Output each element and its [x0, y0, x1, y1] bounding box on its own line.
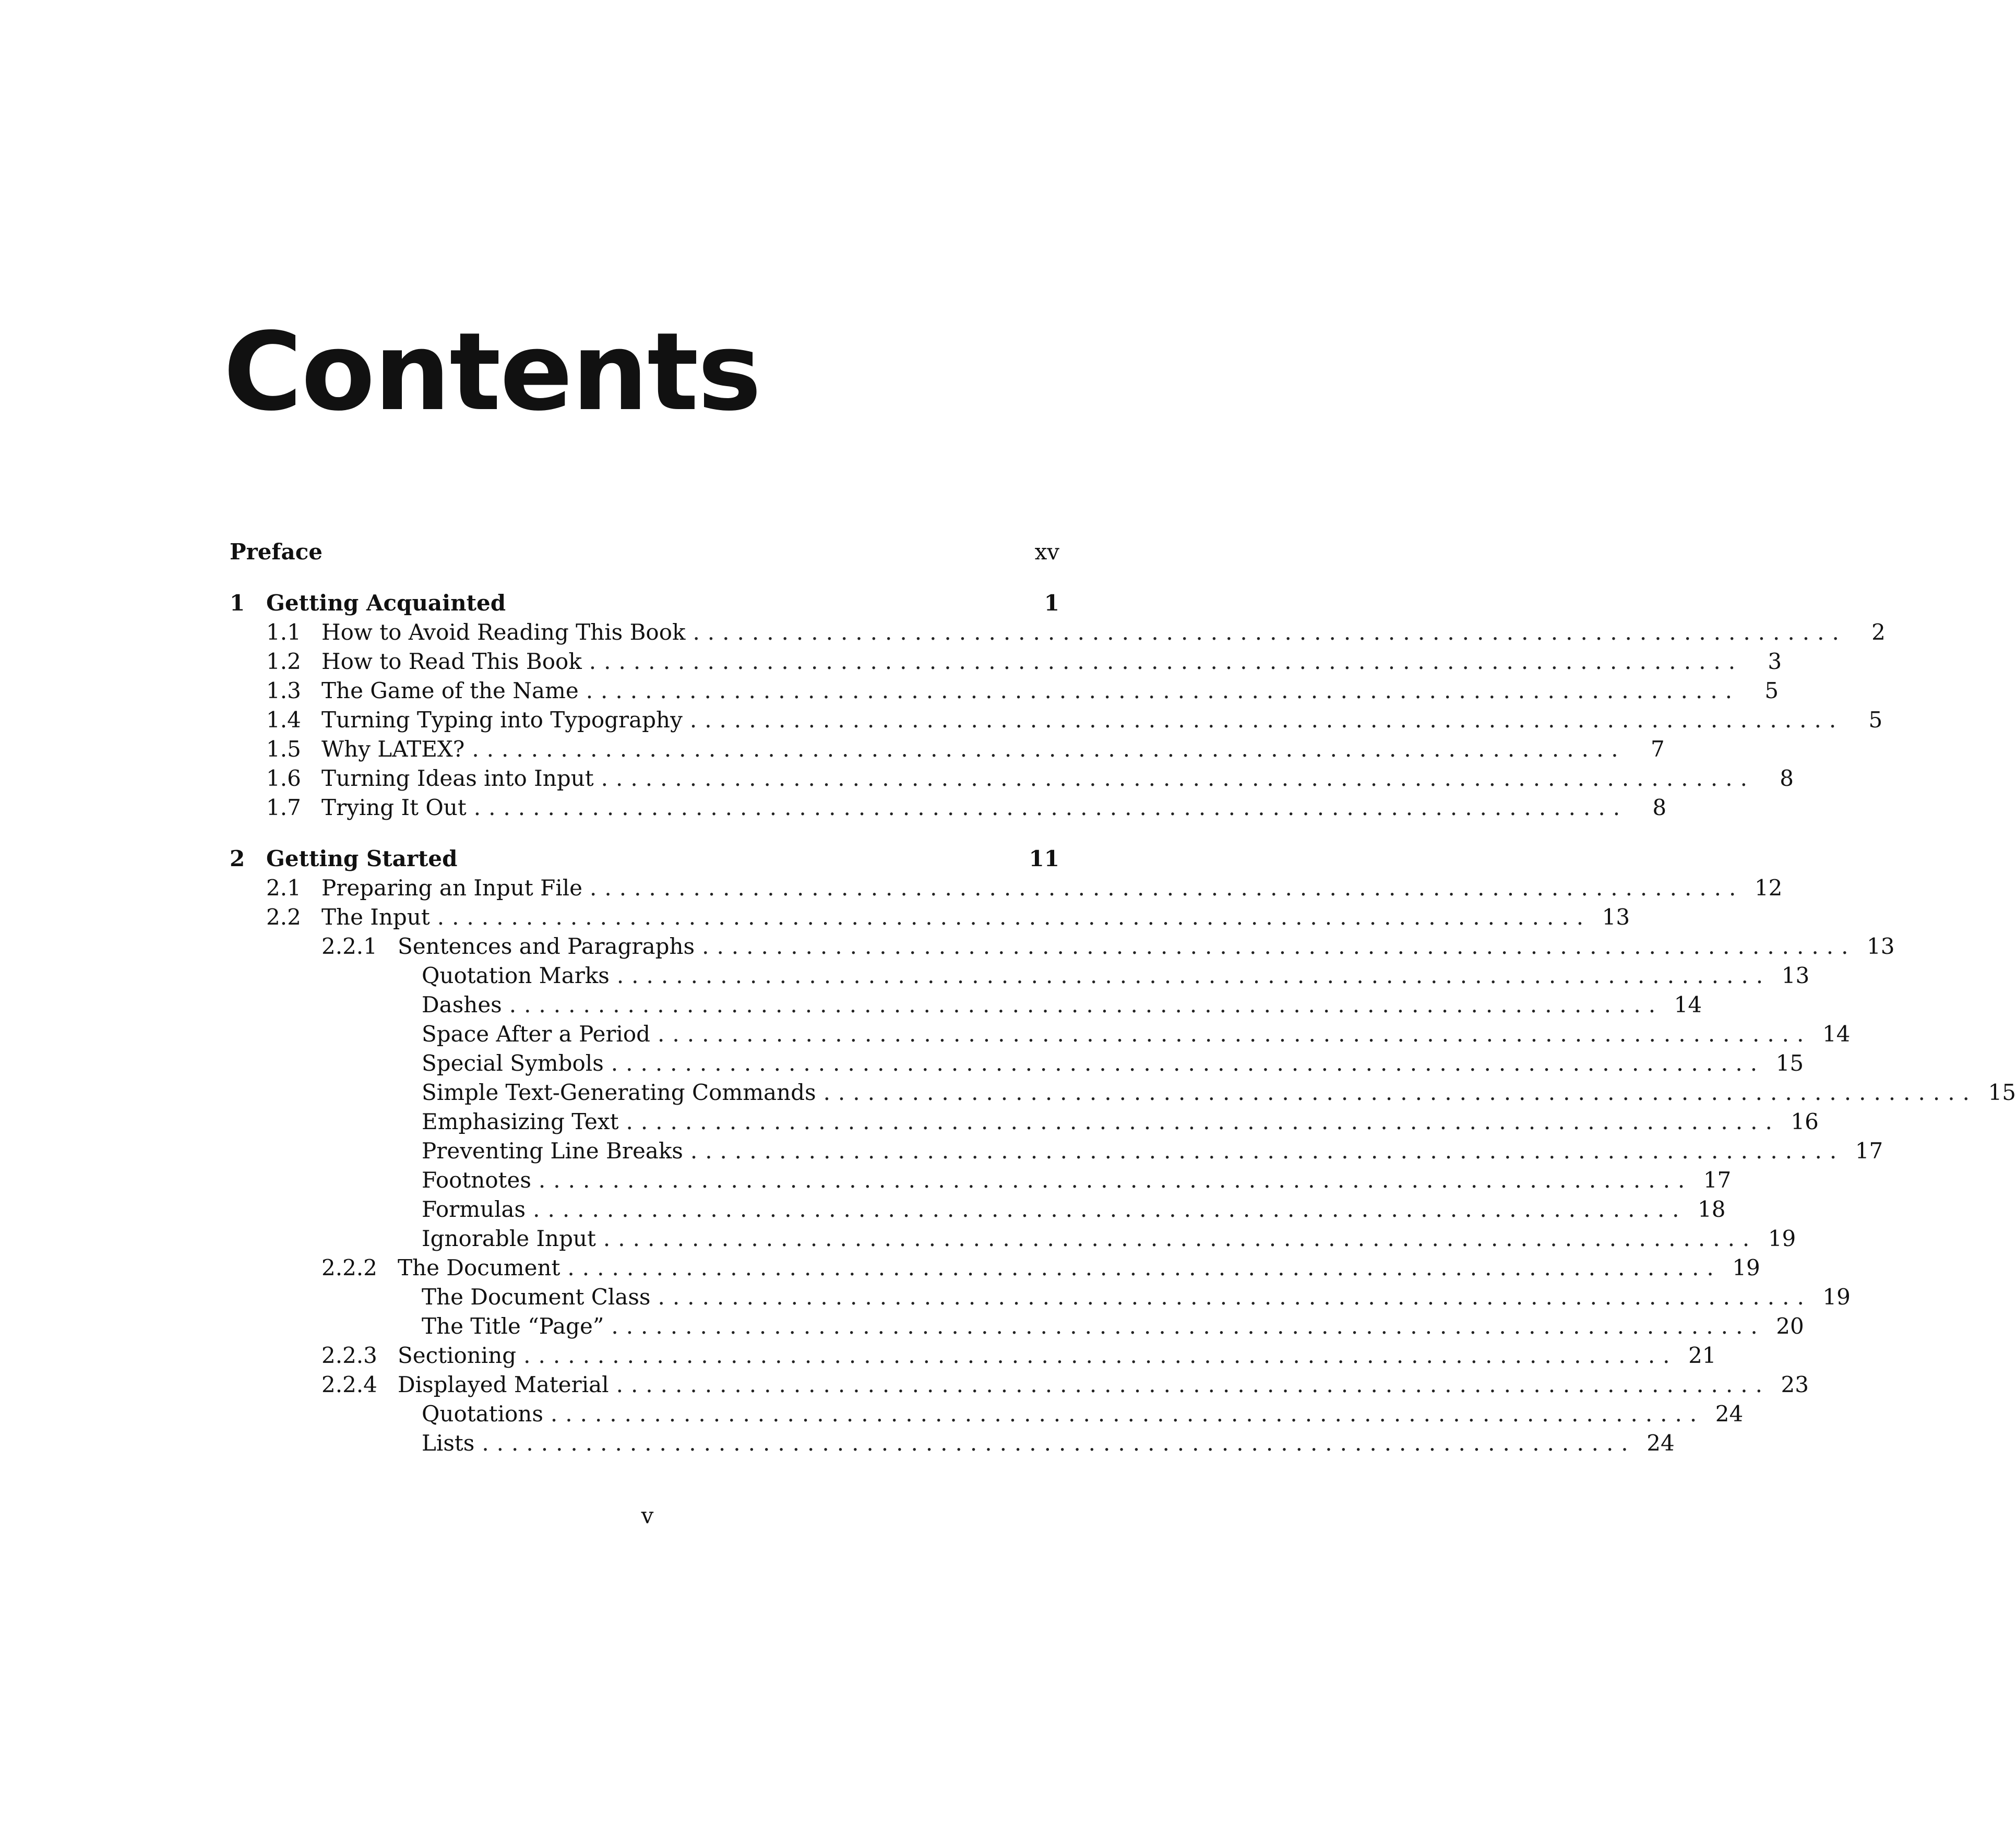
toc-section[interactable]: [230, 735, 1665, 764]
toc-chapter-2[interactable]: [230, 844, 1059, 873]
paragraph-title: Quotation Marks: [422, 963, 610, 988]
paragraph-page: 19: [1822, 1284, 1851, 1310]
section-number: 1.6: [266, 765, 301, 791]
section-title: The Input: [321, 904, 430, 930]
section-number: 1.1: [266, 619, 301, 645]
subsection-title: Displayed Material: [398, 1372, 609, 1397]
toc-entry-preface[interactable]: [230, 537, 1059, 567]
section-title: Turning Ideas into Input: [321, 765, 594, 791]
toc-paragraph[interactable]: [230, 1020, 1851, 1049]
dot-leader: ..............................................................................: [823, 1080, 1977, 1105]
section-number: 2.1: [266, 875, 301, 901]
subsection-number: 2.2.2: [321, 1255, 377, 1280]
table-of-contents: [230, 537, 2016, 1458]
section-title: Turning Typing into Typography: [321, 707, 683, 733]
dot-leader: ..............................................................................: [533, 1196, 1687, 1222]
toc-paragraph[interactable]: [230, 1136, 1883, 1166]
section-number: 1.3: [266, 678, 301, 703]
dot-leader: ..............................................................................: [616, 963, 1771, 988]
paragraph-page: 14: [1822, 1021, 1851, 1047]
subsection-number: 2.2.1: [321, 933, 377, 959]
section-page: 7: [1650, 736, 1665, 762]
dot-leader: ..............................................................................: [702, 933, 1856, 959]
paragraph-page: 13: [1781, 963, 1810, 988]
dot-leader: ..............................................................................: [611, 1313, 1766, 1339]
paragraph-title: Formulas: [422, 1196, 526, 1222]
section-title: Why LATEX?: [321, 736, 465, 762]
paragraph-title: Special Symbols: [422, 1050, 604, 1076]
paragraph-title: Lists: [422, 1430, 475, 1456]
paragraph-page: 19: [1768, 1226, 1796, 1251]
paragraph-title: Simple Text-Generating Commands: [422, 1080, 816, 1105]
paragraph-title: Ignorable Input: [422, 1226, 596, 1251]
section-page: 3: [1768, 649, 1782, 674]
toc-subsection[interactable]: [230, 1370, 1809, 1399]
toc-paragraph[interactable]: [230, 1049, 1804, 1078]
toc-paragraph[interactable]: [230, 1429, 1675, 1458]
toc-paragraph[interactable]: [230, 1224, 1796, 1253]
toc-paragraph[interactable]: [230, 1078, 2016, 1107]
dot-leader: ..............................................................................: [473, 795, 1628, 820]
page-title: Contents: [223, 309, 761, 435]
toc-section[interactable]: [230, 793, 1667, 822]
dot-leader: ..............................................................................: [550, 1401, 1705, 1427]
subsection-title: The Document: [398, 1255, 560, 1280]
toc-subsection[interactable]: [230, 932, 1895, 961]
section-page: 13: [1602, 904, 1630, 930]
toc-section[interactable]: [230, 676, 1779, 705]
toc-section[interactable]: [230, 903, 1630, 932]
paragraph-page: 17: [1703, 1167, 1732, 1193]
chapter-title: Getting Started: [266, 846, 458, 871]
paragraph-title: Emphasizing Text: [422, 1109, 619, 1134]
paragraph-title: The Title “Page”: [422, 1313, 604, 1339]
dot-leader: ..............................................................................: [523, 1343, 1678, 1368]
toc-paragraph[interactable]: [230, 990, 1702, 1020]
dot-leader: ..............................................................................: [689, 707, 1844, 733]
toc-subsection[interactable]: [230, 1341, 1716, 1370]
toc-paragraph[interactable]: [230, 1399, 1744, 1429]
toc-section[interactable]: [230, 618, 1886, 647]
dot-leader: ..............................................................................: [690, 1138, 1845, 1164]
toc-subsection[interactable]: [230, 1253, 1760, 1283]
dot-leader: ..............................................................................: [482, 1430, 1636, 1456]
toc-entry-page: xv: [1034, 539, 1059, 565]
dot-leader: ..............................................................................: [611, 1050, 1766, 1076]
chapter-page: 11: [1029, 846, 1059, 871]
section-title: Trying It Out: [321, 795, 467, 820]
section-title: Preparing an Input File: [321, 875, 583, 901]
subsection-page: 23: [1781, 1372, 1809, 1397]
section-title: How to Read This Book: [321, 649, 582, 674]
section-page: 8: [1780, 765, 1794, 791]
chapter-number: 1: [230, 590, 245, 616]
section-page: 12: [1754, 875, 1783, 901]
paragraph-page: 20: [1776, 1313, 1804, 1339]
toc-paragraph[interactable]: [230, 1195, 1726, 1224]
section-title: The Game of the Name: [321, 678, 579, 703]
paragraph-page: 16: [1791, 1109, 1819, 1134]
dot-leader: ..............................................................................: [437, 904, 1592, 930]
dot-leader: ..............................................................................: [658, 1021, 1812, 1047]
subsection-title: Sentences and Paragraphs: [398, 933, 695, 959]
paragraph-page: 14: [1674, 992, 1702, 1017]
toc-paragraph[interactable]: [230, 961, 1810, 990]
subsection-page: 19: [1732, 1255, 1760, 1280]
paragraph-page: 15: [1988, 1080, 2016, 1105]
dot-leader: ..............................................................................: [589, 649, 1744, 674]
paragraph-title: Footnotes: [422, 1167, 531, 1193]
dot-leader: ..............................................................................: [616, 1372, 1770, 1397]
paragraph-title: Space After a Period: [422, 1021, 651, 1047]
section-number: 1.5: [266, 736, 301, 762]
section-title: How to Avoid Reading This Book: [321, 619, 686, 645]
dot-leader: ..............................................................................: [590, 875, 1744, 901]
section-number: 1.4: [266, 707, 301, 733]
paragraph-page: 24: [1715, 1401, 1744, 1427]
paragraph-page: 24: [1647, 1430, 1675, 1456]
toc-paragraph[interactable]: [230, 1283, 1851, 1312]
paragraph-title: Dashes: [422, 992, 502, 1017]
subsection-page: 21: [1688, 1343, 1716, 1368]
section-page: 5: [1764, 678, 1779, 703]
dot-leader: ..............................................................................: [601, 765, 1755, 791]
section-page: 5: [1868, 707, 1883, 733]
toc-chapter-1[interactable]: [230, 589, 1059, 618]
paragraph-title: The Document Class: [422, 1284, 651, 1310]
toc-paragraph[interactable]: [230, 1166, 1732, 1195]
chapter-page: 1: [1044, 590, 1059, 616]
toc-section[interactable]: [230, 705, 1883, 735]
dot-leader: ..............................................................................: [509, 992, 1664, 1017]
dot-leader: ..............................................................................: [472, 736, 1626, 762]
section-number: 2.2: [266, 904, 301, 930]
paragraph-page: 18: [1698, 1196, 1726, 1222]
dot-leader: ..............................................................................: [603, 1226, 1758, 1251]
page-number: v: [641, 1503, 654, 1528]
section-page: 8: [1652, 795, 1667, 820]
toc-entry-label: Preface: [230, 539, 323, 565]
dot-leader: ..............................................................................: [626, 1109, 1780, 1134]
paragraph-title: Quotations: [422, 1401, 543, 1427]
subsection-number: 2.2.3: [321, 1343, 377, 1368]
toc-section[interactable]: [230, 647, 1782, 676]
toc-section[interactable]: [230, 764, 1794, 793]
toc-paragraph[interactable]: [230, 1312, 1804, 1341]
subsection-page: 13: [1867, 933, 1895, 959]
subsection-title: Sectioning: [398, 1343, 517, 1368]
dot-leader: ..............................................................................: [538, 1167, 1693, 1193]
section-number: 1.2: [266, 649, 301, 674]
dot-leader: ..............................................................................: [567, 1255, 1722, 1280]
chapter-number: 2: [230, 846, 245, 871]
section-page: 2: [1871, 619, 1886, 645]
dot-leader: ..............................................................................: [693, 619, 1847, 645]
chapter-title: Getting Acquainted: [266, 590, 506, 616]
toc-section[interactable]: [230, 873, 1783, 903]
subsection-number: 2.2.4: [321, 1372, 377, 1397]
dot-leader: ..............................................................................: [586, 678, 1740, 703]
paragraph-page: 15: [1775, 1050, 1804, 1076]
paragraph-page: 17: [1855, 1138, 1883, 1164]
section-number: 1.7: [266, 795, 301, 820]
paragraph-title: Preventing Line Breaks: [422, 1138, 683, 1164]
dot-leader: ..............................................................................: [658, 1284, 1812, 1310]
toc-paragraph[interactable]: [230, 1107, 1819, 1136]
